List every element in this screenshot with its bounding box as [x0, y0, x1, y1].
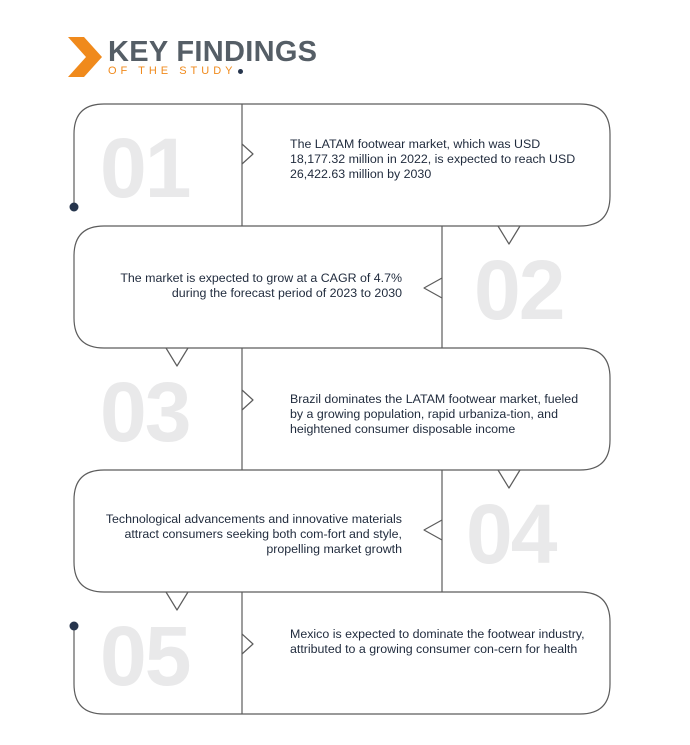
subtitle-text: OF THE STUDY — [108, 65, 237, 77]
finding-text-2: The market is expected to grow at a CAGR of 4.7% during the forecast period of 2023 to 2030 — [120, 271, 402, 300]
side-pointer-3 — [242, 390, 253, 410]
side-pointer-2 — [424, 278, 442, 298]
page-title: KEY FINDINGS — [108, 36, 318, 68]
bottom-pointer-3 — [498, 470, 520, 488]
finding-number-4: 04 — [466, 487, 556, 581]
finding-text-1: The LATAM footwear market, which was USD 18,177.32 million in 2022, is expected to reach USD 26,422.63 million by 2030 — [290, 137, 576, 181]
side-pointer-1 — [242, 144, 253, 164]
finding-number-3: 03 — [100, 365, 190, 459]
side-pointer-4 — [424, 520, 442, 540]
start-dot — [70, 203, 79, 212]
side-pointer-5 — [242, 634, 253, 654]
finding-number-1: 01 — [100, 121, 190, 215]
finding-number-2: 02 — [474, 243, 564, 337]
finding-text-5: Mexico is expected to dominate the footwear industry, attributed to a growing consumer con-cern for health — [290, 627, 585, 656]
finding-text-3: Brazil dominates the LATAM footwear market, fueled by a growing population, rapid urbaniza-tion, and heightened consumer disposable income — [290, 392, 579, 436]
finding-text-4: Technological advancements and innovative materials attract consumers seeking both com-fort and style, propelling market growth — [105, 512, 402, 556]
bottom-pointer-4 — [166, 592, 188, 610]
bottom-pointer-1 — [498, 226, 520, 244]
bottom-pointer-2 — [166, 348, 188, 366]
finding-number-5: 05 — [100, 609, 190, 703]
end-dot — [70, 622, 79, 631]
